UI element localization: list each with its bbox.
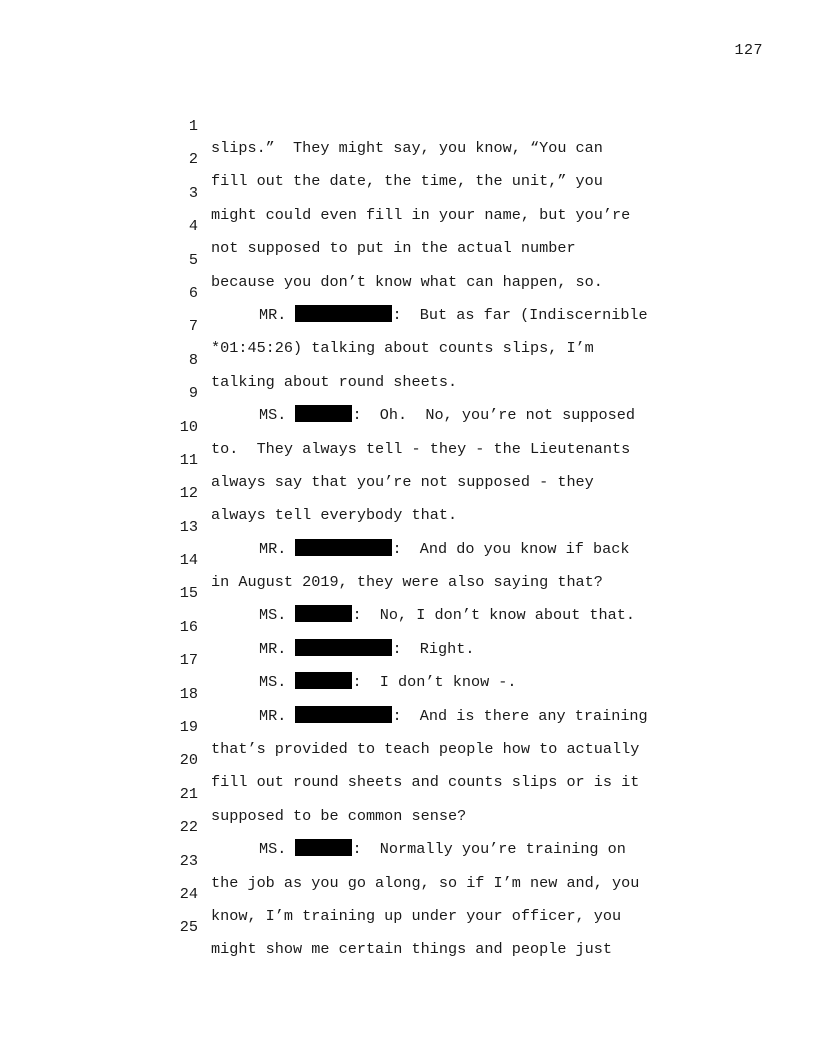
speaker-title: MR. [259,706,287,725]
transcript-line-14 [168,527,688,592]
line-number: 2 [188,150,198,169]
transcript-line-22 [168,794,688,859]
line-text: the job as you go along, so if I’m new and, you [211,873,640,892]
transcript-line-11 [168,427,688,491]
line-number: 4 [188,217,198,236]
transcript-line-4 [168,193,688,258]
line-text: always tell everybody that. [211,506,458,525]
line-number: 16 [179,617,198,636]
transcript-line-1 [168,93,688,157]
line-number: 1 [188,117,198,135]
line-number: 8 [188,350,198,369]
line-text: in August 2019, they were also saying that? [211,573,603,592]
line-text: not supposed to put in the actual number [211,239,576,258]
line-number: 7 [188,317,198,336]
page-number: 127 [734,42,763,59]
line-text: fill out round sheets and counts slips or is it [211,773,640,792]
line-text: might could even fill in your name, but you’re [211,205,631,224]
line-text: that’s provided to teach people how to actually [211,740,640,759]
line-text: *01:45:26) talking about counts slips, I’m [211,339,594,358]
line-number: 14 [179,551,198,570]
line-number: 22 [179,818,198,837]
statement-text: : Normally you’re training on [352,840,626,859]
line-text: to. They always tell - they - the Lieutenants [211,439,631,458]
line-number: 3 [188,183,198,202]
line-text: might show me certain things and people just [211,940,613,959]
line-text: fill out the date, the time, the unit,” you [211,172,603,191]
transcript-line-25 [168,894,688,959]
transcript-line-21 [168,761,688,825]
line-number: 17 [179,651,198,670]
statement-text: : But as far (Indiscernible [392,305,648,324]
line-number: 10 [179,417,198,436]
line-number: 6 [188,283,198,302]
line-text: always say that you’re not supposed - they [211,472,594,491]
line-number: 15 [179,584,198,603]
transcript-line-13 [168,494,688,558]
transcript-line-3 [168,160,688,224]
speaker-title: MS. [259,406,287,425]
transcript-line-5 [168,227,688,291]
transcript-line-7 [168,293,688,358]
line-number: 25 [179,918,198,937]
speaker-title: MR. [259,639,287,658]
statement-text: : And do you know if back [392,539,630,558]
line-text: supposed to be common sense? [211,806,467,825]
transcript-line-12 [168,460,688,525]
statement-text: : I don’t know -. [352,673,517,692]
transcript-body [168,93,688,959]
transcript-line-8 [168,327,688,391]
statement-text: : And is there any training [392,706,648,725]
speaker-title: MR. [259,539,287,558]
line-number: 18 [179,684,198,703]
transcript-line-23 [168,828,688,892]
line-number: 24 [179,884,198,903]
line-number: 13 [179,517,198,536]
line-text: because you don’t know what can happen, so. [211,272,603,291]
transcript-line-20 [168,727,688,792]
transcript-line-16 [168,594,688,658]
line-text: know, I’m training up under your officer, you [211,906,622,925]
transcript-line-18 [168,661,688,725]
transcript-line-24 [168,861,688,925]
speaker-title: MS. [259,673,287,692]
speaker-title: MR. [259,305,287,324]
transcript-line-10 [168,394,688,458]
line-text: slips.” They might say, you know, “You can [211,139,603,157]
speaker-title: MS. [259,840,287,859]
line-number: 19 [179,718,198,737]
line-number: 23 [179,851,198,870]
speaker-title: MS. [259,606,287,625]
line-number: 12 [179,484,198,503]
line-number: 11 [179,450,198,469]
line-text: talking about round sheets. [211,372,458,391]
line-number: 20 [179,751,198,770]
transcript-line-19 [168,694,688,759]
transcript-line-6 [168,260,688,324]
transcript-line-2 [168,126,688,191]
transcript-line-17 [168,627,688,692]
line-number: 9 [188,384,198,403]
transcript-line-9 [168,360,688,425]
statement-text: : No, I don’t know about that. [352,606,636,625]
statement-text: : Oh. No, you’re not supposed [352,406,636,425]
statement-text: : Right. [392,639,475,658]
line-number: 21 [179,784,198,803]
transcript-line-15 [168,560,688,625]
line-number: 5 [188,250,198,269]
